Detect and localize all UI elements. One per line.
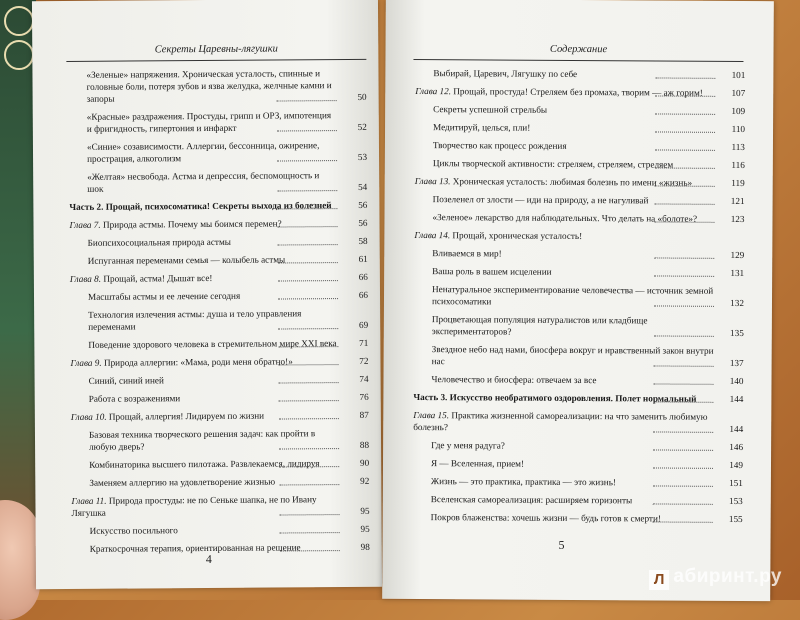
toc-section-entry <box>414 211 744 225</box>
toc-entry-text: «Синие» созависимости. Аллергии, бессонница, ожирение, прострация, алкоголизм <box>86 140 320 164</box>
labirint-watermark <box>649 566 782 590</box>
toc-section-entry <box>415 157 745 171</box>
toc-page-number: 58 <box>358 235 368 246</box>
toc-entry-text: Заменяем аллергию на удовлетворение жизнью <box>89 476 276 488</box>
toc-chapter-entry <box>71 409 369 423</box>
toc-section-entry <box>69 169 367 195</box>
toc-entry-title <box>415 157 745 171</box>
toc-page-number: 69 <box>358 319 369 330</box>
toc-entry-text: Практика жизненной самореализации: на что заменить любимую болезнь? <box>413 410 708 433</box>
toc-page-number: 71 <box>359 337 369 348</box>
table-of-contents <box>413 67 746 531</box>
toc-page-number: 113 <box>731 141 745 153</box>
toc-section-entry <box>70 235 368 249</box>
toc-entry-label: Часть 3. <box>413 391 448 403</box>
toc-entry-label: Глава 13. <box>414 176 451 187</box>
toc-entry-title <box>69 217 367 231</box>
toc-chapter-entry <box>69 217 367 231</box>
toc-entry-title <box>70 355 368 369</box>
toc-page-number: 132 <box>730 297 745 309</box>
watermark-text: абиринт.ру <box>673 566 782 587</box>
running-title: Секреты Царевны-лягушки <box>154 43 278 56</box>
cover-ornament-icon <box>4 40 34 70</box>
cover-ornament-icon <box>4 6 34 36</box>
toc-entry-text: Прощай, психосоматика! Секреты выхода из болезней <box>105 200 332 212</box>
toc-entry-text: «Зеленые» напряжения. Хроническая усталость, спинные и головные боли, потеря зубов и язва желудка, желчные камни и запоры <box>86 68 332 104</box>
toc-section-entry <box>71 391 369 405</box>
toc-section-entry <box>414 283 744 309</box>
toc-entry-text: Жизнь — это практика, практика — это жизнь! <box>430 476 617 488</box>
toc-page-number: 135 <box>729 327 744 339</box>
toc-section-entry <box>71 373 369 387</box>
toc-entry-title <box>414 265 744 279</box>
toc-page-number: 61 <box>358 253 368 264</box>
toc-entry-text: «Красные» раздражения. Простуды, грипп и ОРЗ, импотенция и фригидность, гипертония и инфаркт <box>86 110 332 134</box>
toc-section-entry <box>72 523 370 537</box>
toc-chapter-entry <box>415 85 745 99</box>
toc-section-entry <box>413 511 743 525</box>
toc-entry-text: Базовая техника творческого решения задач: как пройти в любую дверь? <box>88 428 316 452</box>
toc-entry-title <box>413 457 743 471</box>
page-number: 4 <box>205 551 212 567</box>
toc-entry-text: Выбирай, Царевич, Лягушку по себе <box>433 68 578 79</box>
toc-entry-text: Биопсихосоциальная природа астмы <box>87 236 231 248</box>
toc-page-number: 123 <box>730 213 745 225</box>
toc-page-number: 50 <box>357 91 367 102</box>
toc-page-number: 88 <box>359 439 370 450</box>
toc-section-entry <box>69 109 367 135</box>
header-rule <box>413 59 743 62</box>
toc-entry-title <box>71 409 369 423</box>
toc-entry-title <box>70 235 368 249</box>
toc-entry-text: Искусство необратимого оздоровления. Полет нормальный <box>449 392 697 404</box>
toc-entry-title <box>71 391 369 405</box>
toc-entry-text: Человечество и биосфера: отвечаем за все <box>431 374 597 386</box>
toc-entry-text: Природа аллергии: «Мама, роди меня обратно!» <box>103 356 293 368</box>
toc-entry-text: Прощай, астма! Дышат все! <box>103 272 213 284</box>
toc-page-number: 56 <box>358 217 368 228</box>
toc-entry-title <box>413 373 743 387</box>
toc-entry-title <box>414 211 744 225</box>
toc-chapter-entry <box>70 355 368 369</box>
toc-entry-text: «Желтая» несвобода. Астма и депрессия, беспомощность и шок <box>87 170 320 194</box>
toc-entry-title <box>70 337 368 351</box>
toc-entry-label: Глава 9. <box>70 357 102 368</box>
toc-section-entry <box>69 139 367 165</box>
toc-section-entry <box>415 139 745 153</box>
toc-entry-text: Вливаемся в мир! <box>432 248 502 259</box>
toc-page-number: 74 <box>359 373 369 384</box>
toc-entry-label: Глава 7. <box>69 219 101 230</box>
table-of-contents <box>68 67 369 561</box>
toc-page-number: 66 <box>358 271 368 282</box>
toc-section-entry <box>70 289 368 303</box>
toc-entry-title <box>415 175 745 189</box>
toc-entry-label: Глава 12. <box>415 86 452 97</box>
toc-page-number: 101 <box>731 69 746 81</box>
toc-section-entry <box>71 427 369 453</box>
toc-entry-title <box>415 85 745 99</box>
toc-section-entry <box>413 457 743 471</box>
toc-entry-title <box>415 139 745 153</box>
toc-entry-text: Испуганная переменами семья — колыбель астмы <box>87 254 286 266</box>
toc-entry-text: Ваша роль в вашем исцелении <box>432 266 552 277</box>
toc-entry-text: Хроническая усталость: любимая болезнь по имени «жизнь» <box>452 176 693 188</box>
toc-entry-title <box>413 493 743 507</box>
toc-entry-text: Творчество как процесс рождения <box>432 140 567 151</box>
toc-entry-title <box>71 373 369 387</box>
toc-section-entry <box>414 343 744 369</box>
toc-page-number: 72 <box>359 355 369 366</box>
page-number: 5 <box>558 537 565 552</box>
toc-entry-title <box>69 199 367 213</box>
toc-page-number: 66 <box>358 289 369 300</box>
toc-entry-text: Комбинаторика высшего пилотажа. Развлекаемся, лидируя <box>89 458 320 470</box>
toc-entry-text: Я — Вселенная, прием! <box>430 458 525 469</box>
toc-entry-text: Работа с возражениями <box>88 393 181 404</box>
toc-page-number: 95 <box>360 523 370 534</box>
toc-entry-label: Глава 15. <box>413 409 450 421</box>
toc-page-number: 129 <box>730 249 745 261</box>
toc-page-number: 107 <box>731 87 746 99</box>
left-page <box>32 0 382 589</box>
toc-entry-text: Прощай, аллергия! Лидируем по жизни <box>108 410 265 422</box>
toc-section-entry <box>413 439 743 453</box>
toc-section-entry <box>415 121 745 135</box>
toc-chapter-entry <box>413 409 743 435</box>
toc-entry-text: Технология излечения астмы: душа и тело управления переменами <box>88 308 302 332</box>
toc-page-number: 140 <box>729 375 744 387</box>
toc-page-number: 87 <box>359 409 369 420</box>
toc-entry-title <box>415 193 745 207</box>
toc-page-number: 110 <box>731 123 746 135</box>
toc-entry-text: Ненатуральное экспериментирование человечества — источник земной психосоматики <box>431 284 714 307</box>
toc-page-number: 151 <box>729 477 743 489</box>
toc-page-number: 90 <box>359 457 370 468</box>
labirint-logo-icon: Л <box>649 570 669 590</box>
toc-page-number: 131 <box>730 267 745 279</box>
toc-section-entry <box>70 307 368 333</box>
toc-page-number: 153 <box>728 495 743 507</box>
toc-entry-text: Природа астмы. Почему мы боимся перемен? <box>102 218 282 230</box>
toc-entry-text: Искусство посильного <box>89 525 178 536</box>
toc-section-entry <box>415 193 745 207</box>
toc-entry-text: Звездное небо над нами, биосфера вокруг и нравственный закон внутри нас <box>431 344 714 367</box>
toc-page-number: 155 <box>728 513 743 525</box>
toc-page-number: 144 <box>729 423 744 435</box>
toc-page-number: 144 <box>729 393 744 405</box>
toc-page-number: 121 <box>730 195 745 207</box>
toc-section-entry <box>414 265 744 279</box>
toc-entry-title <box>414 229 744 243</box>
toc-entry-text: Где у меня радуга? <box>431 440 505 451</box>
toc-entry-text: Позеленел от злости — иди на природу, а не нагуливай <box>432 194 649 206</box>
toc-entry-text: Прощай, хроническая усталость! <box>452 230 583 242</box>
toc-section-entry <box>72 541 370 555</box>
toc-entry-title <box>71 475 369 489</box>
toc-page-number: 116 <box>731 159 745 171</box>
toc-entry-title <box>70 271 368 285</box>
toc-section-entry <box>413 373 743 387</box>
header-rule <box>66 59 366 62</box>
toc-entry-title <box>414 247 744 261</box>
toc-section-entry <box>415 67 745 81</box>
toc-section-entry <box>413 475 743 489</box>
toc-entry-title <box>413 475 743 489</box>
toc-page-number: 98 <box>360 541 370 552</box>
toc-section-entry <box>71 457 369 471</box>
toc-entry-text: Природа простуды: не по Сеньке шапка, не по Ивану Лягушка <box>71 494 317 518</box>
hand-thumb <box>0 500 40 620</box>
toc-entry-title <box>72 541 370 555</box>
toc-entry-title <box>72 523 370 537</box>
toc-entry-text: Покров блаженства: хочешь жизни — будь готов к смерти! <box>430 512 661 524</box>
toc-entry-title <box>415 103 745 117</box>
toc-entry-label: Часть 2. <box>69 201 104 212</box>
toc-entry-text: Процветающая популяция натуралистов или кладбище экспериментаторов? <box>431 314 648 337</box>
toc-entry-text: Вселенская самореализация: расширяем горизонты <box>430 494 633 506</box>
toc-section-entry <box>70 337 368 351</box>
toc-page-number: 56 <box>358 199 368 210</box>
toc-entry-title <box>415 121 745 135</box>
toc-entry-text: Поведение здорового человека в стремительном мире XXI века <box>88 338 337 350</box>
toc-entry-title <box>413 511 743 525</box>
toc-section-entry <box>415 103 745 117</box>
toc-entry-title <box>70 253 368 267</box>
toc-part-entry <box>69 199 367 213</box>
toc-entry-title <box>415 67 745 81</box>
right-page <box>382 0 774 601</box>
toc-chapter-entry <box>414 229 744 243</box>
toc-entry-label: Глава 14. <box>414 229 451 241</box>
toc-page-number: 109 <box>731 105 746 117</box>
toc-page-number: 54 <box>358 181 368 192</box>
toc-entry-text: Прощай, простуда! Стреляем без промаха, творим — аж горим! <box>453 86 703 98</box>
running-title: Содержание <box>549 43 608 56</box>
toc-page-number: 52 <box>357 121 367 132</box>
toc-section-entry <box>68 67 366 105</box>
toc-chapter-entry <box>70 271 368 285</box>
toc-entry-title <box>413 439 743 453</box>
toc-entry-text: Краткосрочная терапия, ориентированная на решение <box>89 542 301 554</box>
toc-section-entry <box>414 313 744 339</box>
toc-entry-text: Медитируй, целься, пли! <box>433 122 531 133</box>
toc-entry-title <box>71 457 369 471</box>
toc-section-entry <box>71 475 369 489</box>
toc-page-number: 53 <box>357 151 368 162</box>
toc-page-number: 92 <box>360 475 370 486</box>
toc-entry-text: Масштабы астмы и ее лечение сегодня <box>87 290 241 302</box>
toc-page-number: 119 <box>731 177 745 189</box>
toc-entry-text: Синий, синий иней <box>88 375 164 386</box>
toc-page-number: 137 <box>729 357 744 369</box>
toc-section-entry <box>70 253 368 267</box>
toc-entry-label: Глава 11. <box>71 495 107 506</box>
toc-entry-title <box>70 289 368 303</box>
toc-chapter-entry <box>415 175 745 189</box>
toc-entry-label: Глава 10. <box>70 411 107 422</box>
toc-page-number: 76 <box>359 391 369 402</box>
toc-page-number: 95 <box>360 505 370 516</box>
toc-entry-title <box>413 391 743 405</box>
toc-entry-text: «Зеленое» лекарство для наблюдательных. Что делать на «болоте»? <box>432 212 698 224</box>
toc-section-entry <box>413 493 743 507</box>
toc-entry-label: Глава 8. <box>69 273 102 284</box>
toc-part-entry <box>413 391 743 405</box>
toc-page-number: 146 <box>729 441 744 453</box>
toc-section-entry <box>414 247 744 261</box>
toc-chapter-entry <box>71 493 369 519</box>
toc-page-number: 149 <box>729 459 744 471</box>
toc-entry-text: Циклы творческой активности: стреляем, стреляем, стреляем <box>432 158 674 170</box>
toc-entry-text: Секреты успешной стрельбы <box>433 104 548 115</box>
